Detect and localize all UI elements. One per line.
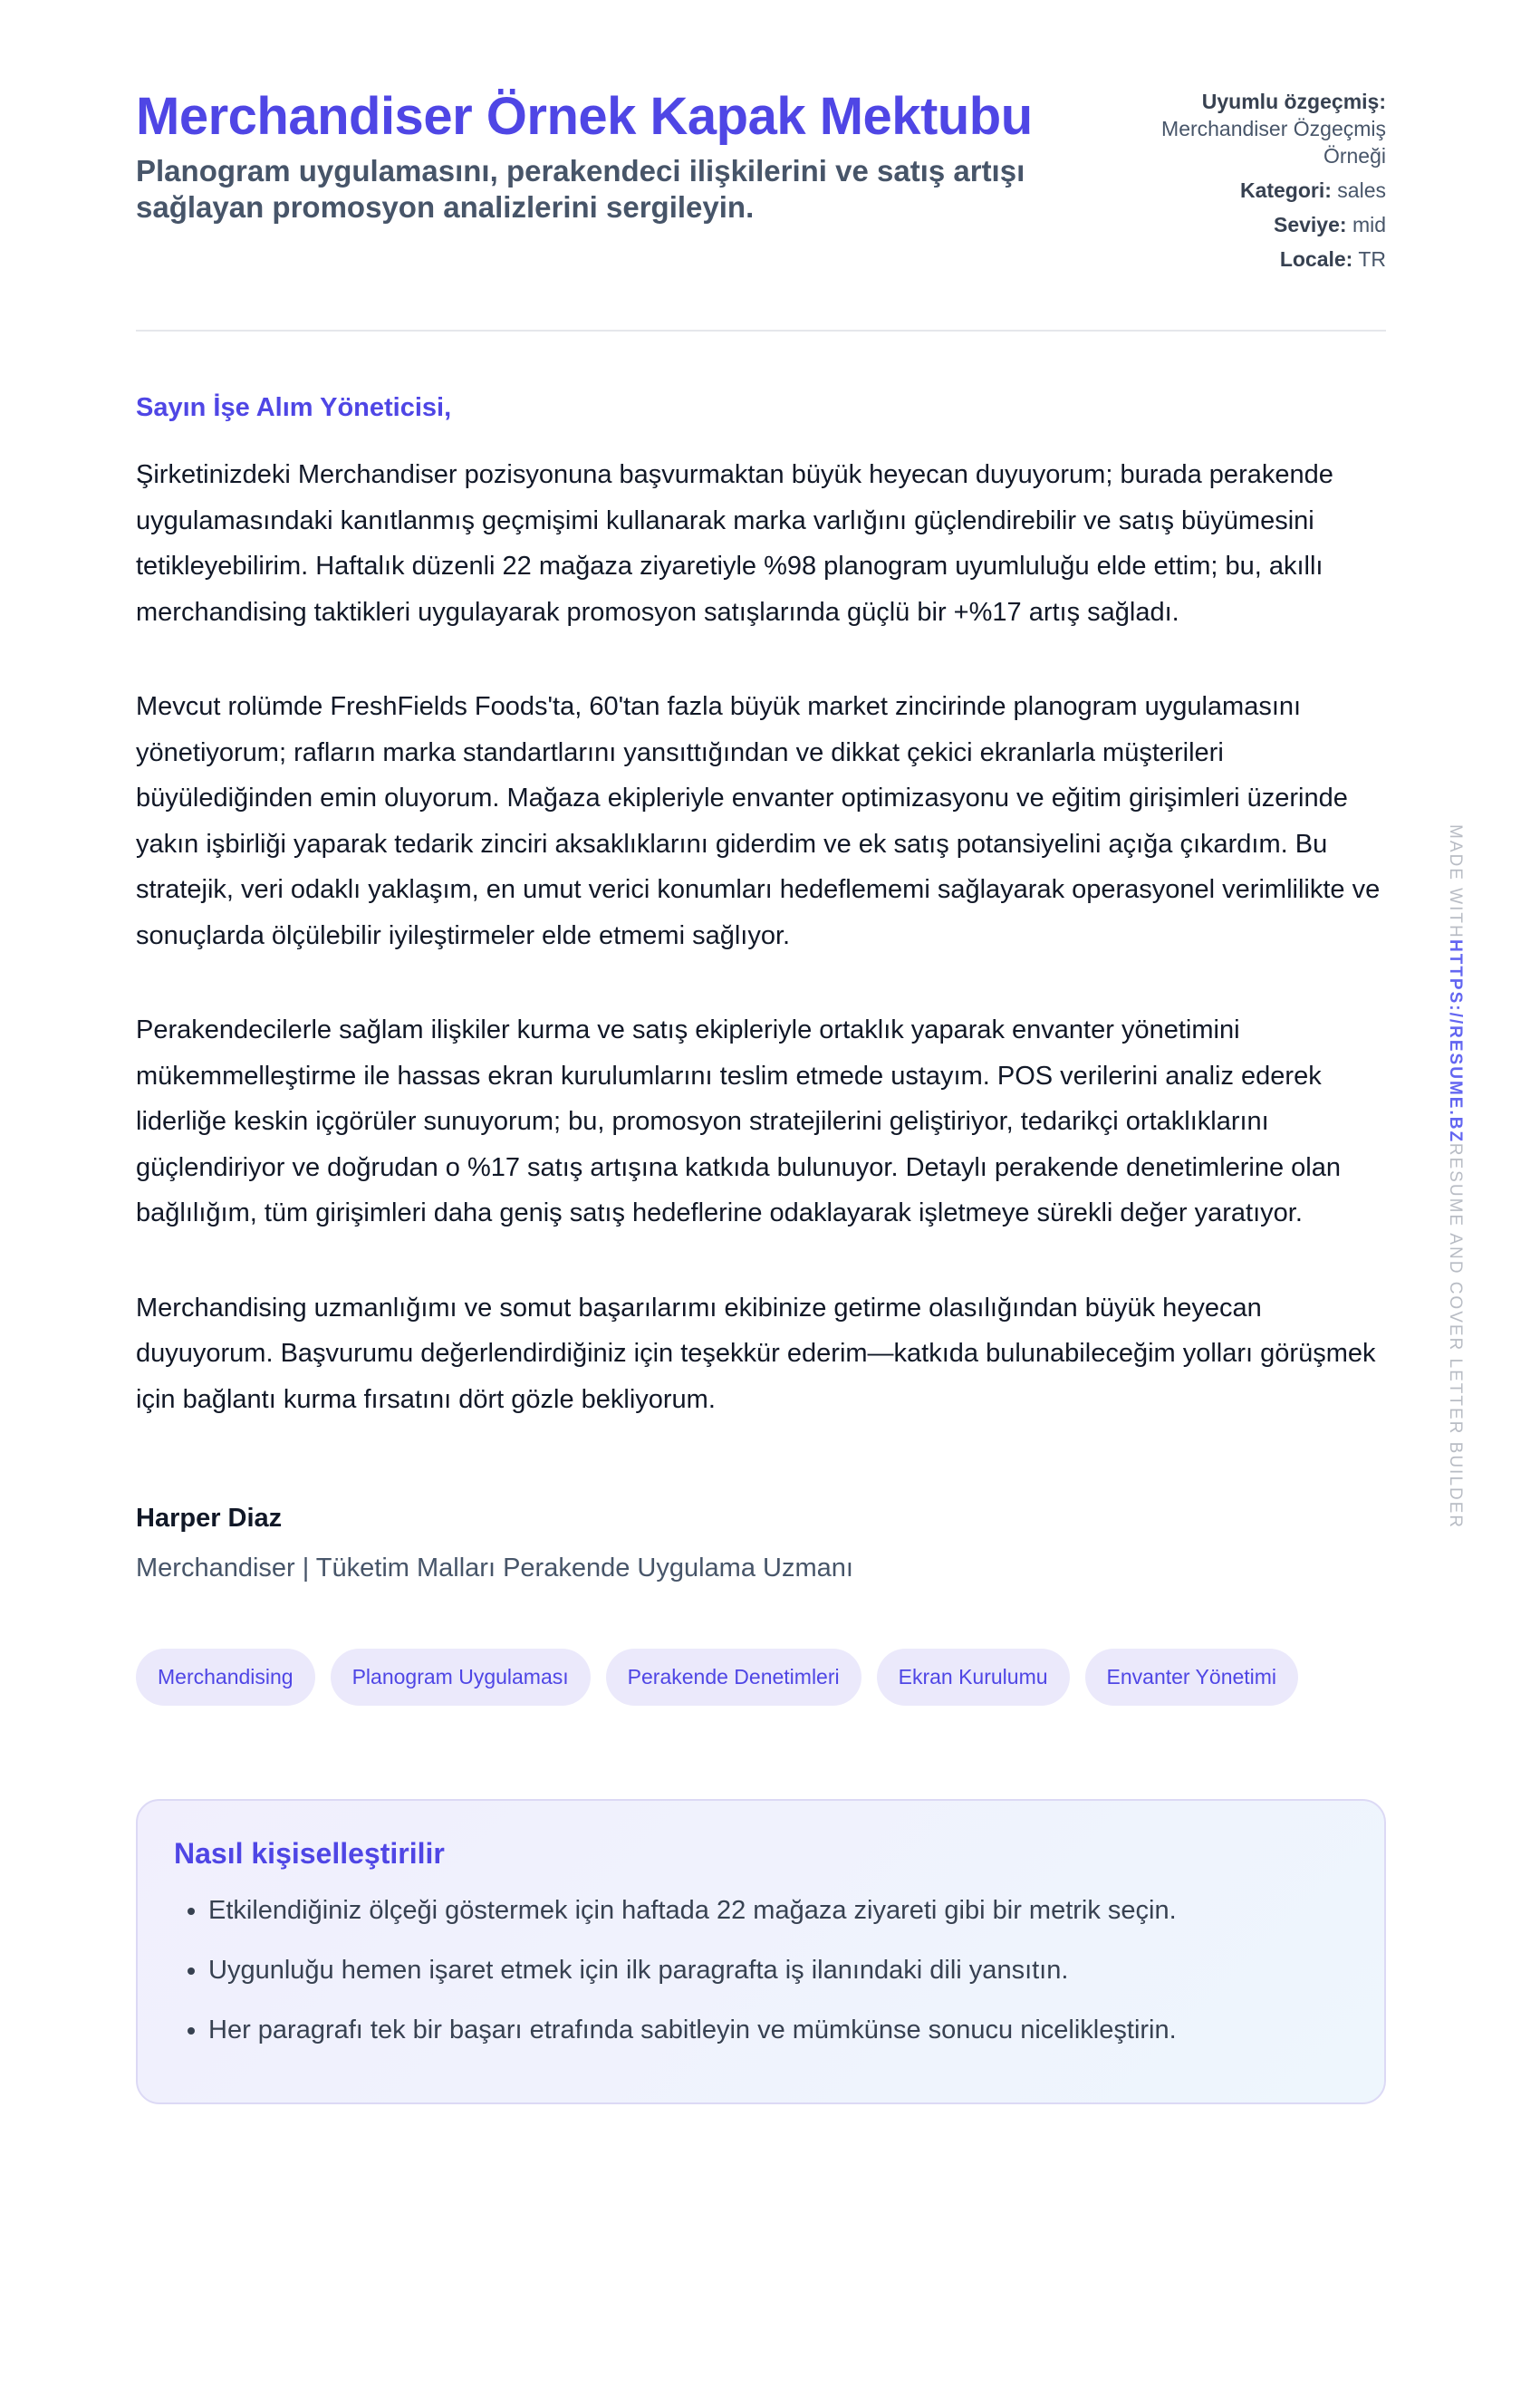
letter-paragraph: Merchandising uzmanlığımı ve somut başarılarımı ekibinize getirme olasılığından büyük heyecan duyuyorum. Başvurumu değerlendirdiğiniz için teşekkür ederim—katkıda bulunabileceğim yolları görüşmek için bağlantı kurma fırsatını dört gözle bekliyorum. [136, 1293, 1376, 1414]
skill-tag: Planogram Uygulaması [331, 1649, 591, 1706]
skill-tags [136, 1649, 1386, 1706]
greeting: Sayın İşe Alım Yöneticisi, [136, 393, 452, 422]
skill-tag: Perakende Denetimleri [606, 1649, 861, 1706]
tip-item: • Her paragrafı tek bir başarı etrafında sabitleyin ve mümkünse sonucu nicelikleştirin. [208, 2012, 1348, 2048]
letter-paragraph: Perakendecilerle sağlam ilişkiler kurma ve satış ekipleriyle ortaklık yaparak envanter yönetimini mükemmelleştirme ile hassas ekran kurulumlarını teslim etmede ustayım. POS verilerini analiz ederek liderliğe keskin içgörüler sunuyorum; bu, promosyon stratejilerini geliştiriyor, tedarikçi ortaklıklarını güçlendiriyor ve doğrudan o %17 satış artışına katkıda bulunuyor. Detaylı perakende denetimlerine olan bağlılığım, tüm girişimleri daha geniş satış hedeflerine odaklayarak işletmeye sürekli değer yaratıyor. [136, 1015, 1341, 1227]
watermark [1445, 824, 1465, 1529]
watermark-prefix: MADE WITH [1446, 824, 1465, 939]
customization-tips [136, 1799, 1386, 2104]
skill-tag: Merchandising [136, 1649, 315, 1706]
resume-label: Uyumlu özgeçmiş: [1201, 90, 1386, 113]
tip-item: • Etkilendiğiniz ölçeği göstermek için haftada 22 mağaza ziyareti gibi bir metrik seçin. [208, 1892, 1348, 1929]
category-value: sales [1337, 178, 1386, 202]
tips-title: Nasıl kişiselleştirilir [174, 1837, 445, 1870]
signature-name: Harper Diaz [136, 1504, 283, 1533]
locale-value: TR [1358, 247, 1386, 271]
meta-info [1123, 86, 1386, 280]
signature-title: Merchandiser | Tüketim Malları Perakende Uygulama Uzmanı [136, 1554, 853, 1583]
resume-link[interactable]: Merchandiser Özgeçmiş Örneği [1161, 117, 1386, 168]
header [136, 0, 1386, 332]
tips-list [174, 1892, 1348, 2048]
cover-letter-page [136, 0, 1386, 2104]
locale-label: Locale: [1279, 247, 1353, 271]
level-value: mid [1352, 213, 1386, 236]
skill-tag: Envanter Yönetimi [1085, 1649, 1299, 1706]
letter-paragraph: Mevcut rolümde FreshFields Foods'ta, 60'tan fazla büyük market zincirinde planogram uygulamasını yönetiyorum; rafların marka standartlarını yansıttığından ve dikkat çekici ekranlarla müşterileri büyülediğinden emin oluyorum. Mağaza ekipleriyle envanter optimizasyonu ve eğitim girişimleri üzerinde yakın işbirliği yaparak tedarik zinciri aksaklıklarını giderdim ve ek satış potansiyelini açığa çıkardım. Bu stratejik, veri odaklı yaklaşım, en umut verici konumları hedeflememi sağlayarak operasyonel verimlilikte ve sonuçlarda ölçülebilir iyileştirmeler elde etmemi sağlıyor. [136, 692, 1381, 950]
tip-item: • Uygunluğu hemen işaret etmek için ilk paragrafta iş ilanındaki dili yansıtın. [208, 1952, 1348, 1988]
page-title: Merchandiser Örnek Kapak Mektubu [136, 87, 1033, 146]
category-label: Kategori: [1239, 178, 1332, 202]
letter-paragraph: Şirketinizdeki Merchandiser pozisyonuna başvurmaktan büyük heyecan duyuyorum; burada perakende uygulamasındaki kanıtlanmış geçmişimi kullanarak marka varlığını güçlendirebilir ve satış büyümesini tetikleyebilirim. Haftalık düzenli 22 mağaza ziyaretiyle %98 planogram uyumluluğu elde ettim; bu, akıllı merchandising taktikleri uygulayarak promosyon satışlarında güçlü bir +%17 artış sağladı. [136, 460, 1333, 627]
watermark-suffix: RESUME AND COVER LETTER BUILDER [1446, 1142, 1465, 1530]
level-label: Seviye: [1273, 213, 1347, 236]
page-subtitle: Planogram uygulamasını, perakendeci ilişkilerini ve satış artışı sağlayan promosyon analizlerini sergileyin. [136, 154, 1025, 224]
skill-tag: Ekran Kurulumu [877, 1649, 1070, 1706]
watermark-link[interactable]: HTTPS://RESUME.BZ [1446, 938, 1465, 1143]
